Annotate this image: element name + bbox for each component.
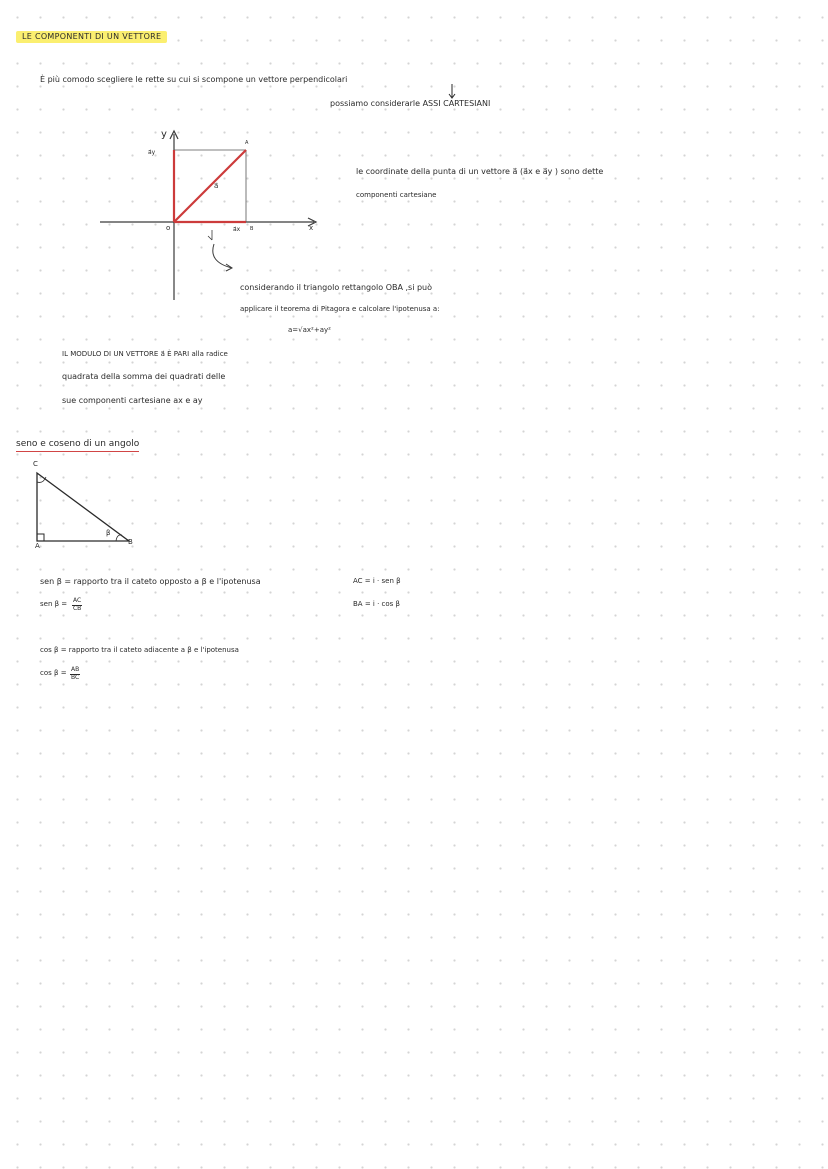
cos-fraction	[70, 667, 80, 681]
sen-formula-lhs: sen β =	[40, 600, 68, 608]
cos-numerator: AB	[71, 666, 80, 673]
cos-definition: cos β = rapporto tra il cateto adiacente a β e l'ipotenusa	[40, 646, 239, 654]
triangle-b-label: B	[128, 538, 133, 546]
ax-label: a⃗x	[233, 226, 241, 233]
ba-formula: BA = i · cos β	[353, 600, 400, 608]
origin-label: o	[166, 224, 171, 232]
page-title: LE COMPONENTI DI UN VETTORE	[16, 31, 167, 43]
y-label: y	[161, 129, 167, 140]
intro-line-2: possiamo considerarle ASSI CARTESIANI	[330, 99, 491, 108]
cos-formula-lhs: cos β =	[40, 669, 67, 677]
sen-numerator: AC	[73, 597, 82, 604]
cos-denominator: BC	[71, 673, 80, 681]
modulo-line-3: sue componenti cartesiane ax e ay	[62, 396, 203, 405]
vector-a-label: a⃗	[214, 182, 219, 190]
curved-arrow-icon	[213, 244, 232, 268]
point-b-label: B	[250, 226, 254, 232]
pythagoras-line-2: applicare il teorema di Pitagora e calcolare l'ipotenusa a:	[240, 305, 440, 313]
triangle-c-label: C	[33, 460, 38, 468]
pythagoras-formula: a=√ax²+ay²	[288, 326, 331, 334]
section-title-seno-coseno: seno e coseno di un angolo	[16, 440, 139, 452]
triangle-a-label: A	[35, 542, 40, 550]
pythagoras-line-1: considerando il triangolo rettangolo OBA ,si può	[240, 283, 433, 292]
ac-formula: AC = i · sen β	[353, 577, 401, 585]
coordinates-line-2: componenti cartesiane	[356, 191, 437, 199]
coordinates-line-1: le coordinate della punta di un vettore a⃗ (a⃗x e a⃗y ) sono dette	[356, 167, 604, 176]
point-a-label: A	[245, 140, 249, 146]
vector-diagram	[0, 0, 828, 320]
intro-line-1: È più comodo scegliere le rette su cui si scompone un vettore perpendicolari	[40, 75, 348, 84]
sen-denominator: CB	[72, 604, 82, 612]
ay-label: a⃗y	[148, 149, 156, 156]
triangle-beta-label: β	[106, 529, 111, 537]
right-triangle	[30, 462, 170, 552]
modulo-line-2: quadrata della somma dei quadrati delle	[62, 372, 226, 381]
modulo-line-1: IL MODULO DI UN VETTORE a⃗ È PARI alla radice	[62, 350, 228, 358]
tick-arrow-icon	[208, 230, 212, 240]
sen-definition: sen β = rapporto tra il cateto opposto a β e l'ipotenusa	[40, 577, 261, 586]
x-label: x	[309, 224, 314, 232]
vector-a	[174, 150, 246, 222]
sen-fraction	[72, 598, 82, 612]
